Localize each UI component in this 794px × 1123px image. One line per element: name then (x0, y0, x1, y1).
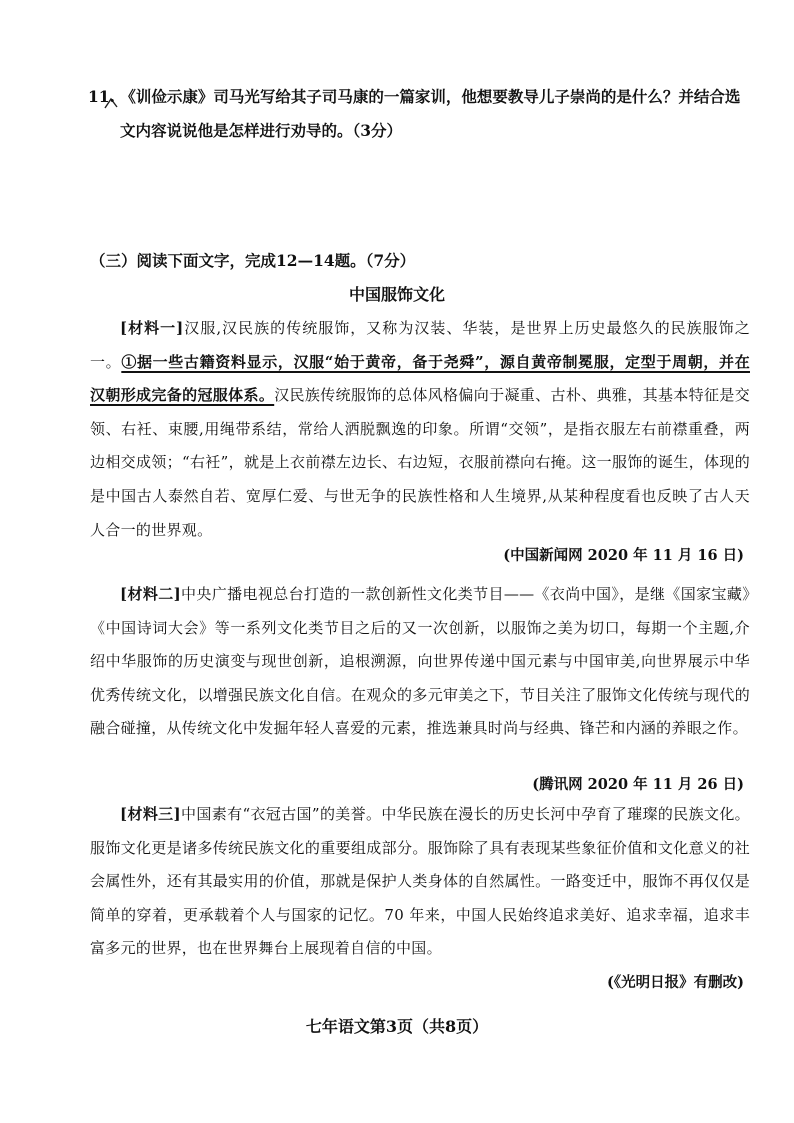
section-3-heading: （三）阅读下面文字，完成12—14题。（7分） (90, 251, 416, 270)
material-1-source: (中国新闻网 2020 年 11 月 16 日) (503, 547, 744, 564)
material-1-text-after: 汉民族传统服饰的总体风格偏向于凝重、古朴、典雅，其基本特征是交领、右衽、束腰,用绳带系结，常给人洒脱飘逸的印象。所谓“交领”，是指衣服左右前襟重叠，两边相交成领；“右衽”，就是上衣前襟左边长、右边短，衣服前襟向右掩。这一服饰的诞生，体现的是中国古人泰然自若、宽厚仁爱、与世无争的民族性格和人生境界,从某种程度看也反映了古人天人合一的世界观。 (90, 386, 750, 539)
material-3-source: (《光明日报》有删改) (607, 974, 744, 991)
material-2-label: [材料二] (120, 585, 181, 603)
material-3-text: 中国素有“衣冠古国”的美誉。中华民族在漫长的历史长河中孕育了璀璨的民族文化。服饰文化更是诸多传统民族文化的重要组成部分。服饰除了具有表现某些象征价值和文化意义的社会属性外，还有其最实用的价值，那就是保护人类身体的自然属性。一路变迁中，服饰不再仅仅是简单的穿着，更承载着个人与国家的记忆。70 年来，中国人民始终追求美好、追求幸福，追求丰富多元的世界，也在世界舞台上展现着自信的中国。 (90, 805, 750, 958)
material-3-paragraph (90, 798, 750, 966)
material-2-paragraph (90, 578, 750, 746)
material-3-label: [材料三] (120, 805, 181, 823)
material-1-underlined-sentence: ①据一些古籍资料显示，汉服“始于黄帝，备于尧舜”，源自黄帝制冕服，定型于周朝，并在汉朝形成完备的冠服体系。 (90, 352, 750, 405)
question-11-line-2: 文内容说说他是怎样进行劝导的。（3分） (120, 121, 403, 140)
passage-title: 中国服饰文化 (348, 285, 445, 304)
material-2-source: (腾讯网 2020 年 11 月 26 日) (532, 776, 744, 793)
page-footer: 七年语文第3页（共8页） (305, 1017, 489, 1036)
material-1-label: [材料一] (120, 319, 184, 337)
material-1-text-before: 汉服,汉民族的传统服饰，又称为汉装、华装，是世界上历史最悠久的民族服饰之一。 (90, 319, 750, 371)
material-2-text: 中央广播电视总台打造的一款创新性文化类节目——《衣尚中国》，是继《国家宝藏》《中国诗词大会》等一系列文化类节目之后的又一次创新，以服饰之美为切口，每期一个主题,介绍中华服饰的历史演变与现世创新，追根溯源，向世界传递中国元素与中国审美,向世界展示中华优秀传统文化，以增强民族文化自信。在观众的多元审美之下，节目关注了服饰文化传统与现代的融合碰撞，从传统文化中发掘年轻人喜爱的元素，推选兼具时尚与经典、锋芒和内涵的养眼之作。 (90, 585, 750, 738)
question-11-line-1: 11. 《训俭示康》司马光写给其子司马康的一篇家训，他想要教导儿子崇尚的是什么？并结合选 (88, 87, 741, 106)
material-1-paragraph (90, 312, 750, 547)
